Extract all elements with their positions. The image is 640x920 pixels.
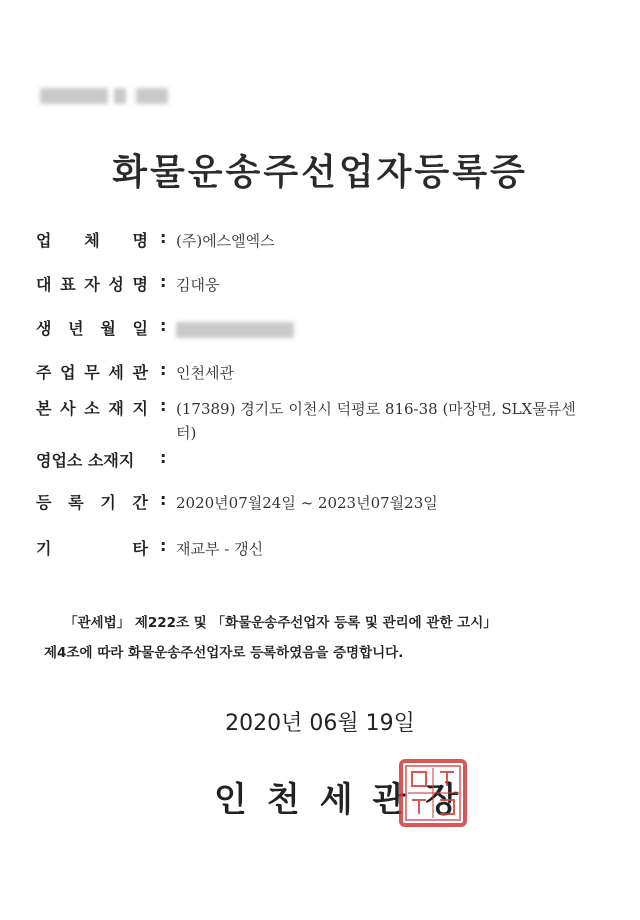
field-value: 재교부 - 갱신 xyxy=(176,540,264,558)
issue-date: 2020년 06월 19일 xyxy=(225,711,415,736)
field-label-char: 년 xyxy=(68,319,84,338)
field-label-char: 기 xyxy=(36,539,52,558)
issuer-name: 인천세관장 xyxy=(214,780,479,820)
field-label-char: 관 xyxy=(132,363,148,382)
field-value: 인천세관 xyxy=(176,364,234,382)
field-label-char: 일 xyxy=(132,319,148,338)
statement-line-2: 제4조에 따라 화물운송주선업자로 등록하였음을 증명합니다. xyxy=(44,645,404,661)
field-colon: : xyxy=(160,360,167,379)
official-seal-stamp xyxy=(398,758,468,828)
field-label-char: 본 xyxy=(36,399,52,418)
field-colon: : xyxy=(160,490,167,509)
document-title: 화물운송주선업자등록증 xyxy=(112,151,528,193)
field-label-char: 사 xyxy=(60,399,76,418)
field-label-char: 명 xyxy=(132,275,148,294)
field-label xyxy=(36,360,148,383)
statement-line-1: 「관세법」 제222조 및 「화물운송주선업자 등록 및 관리에 관한 고시」 xyxy=(64,615,497,631)
certification-statement xyxy=(44,608,614,668)
field-label-char: 타 xyxy=(132,539,148,558)
field-label-char: 영업소 소재지 xyxy=(36,451,135,470)
field-label-char: 지 xyxy=(132,399,148,418)
field-label-char: 기 xyxy=(100,493,116,512)
field-label xyxy=(36,228,148,251)
field-value: 2020년07월24일 ~ 2023년07월23일 xyxy=(176,494,438,512)
field-label-char: 소 xyxy=(84,399,100,418)
field-label xyxy=(36,396,148,419)
field-label-char: 성 xyxy=(108,275,124,294)
redaction-block xyxy=(136,88,168,104)
field-label xyxy=(36,316,148,339)
field-label-char: 재 xyxy=(108,399,124,418)
field-label-char: 생 xyxy=(36,319,52,338)
redaction-block xyxy=(114,88,126,104)
field-label xyxy=(36,448,148,471)
field-label-char: 등 xyxy=(36,493,52,512)
field-colon: : xyxy=(160,228,167,247)
birthdate-redacted xyxy=(176,322,294,338)
field-label-char: 대 xyxy=(36,275,52,294)
field-value: (17389) 경기도 이천시 덕평로 816-38 (마장면, SLX물류센터) xyxy=(176,400,576,442)
document-number-redacted xyxy=(40,86,168,106)
field-label xyxy=(36,272,148,295)
field-value: 김대웅 xyxy=(176,276,220,294)
field-colon: : xyxy=(160,316,167,335)
field-label-char: 업 xyxy=(36,231,52,250)
field-label-char: 명 xyxy=(132,231,148,250)
field-label-char: 록 xyxy=(68,493,84,512)
field-label-char: 업 xyxy=(60,363,76,382)
field-label xyxy=(36,490,148,513)
field-label-char: 무 xyxy=(84,363,100,382)
field-value xyxy=(176,317,596,341)
field-label-char: 월 xyxy=(100,319,116,338)
field-label-char: 자 xyxy=(84,275,100,294)
field-label xyxy=(36,536,148,559)
field-label-char: 주 xyxy=(36,363,52,382)
field-label-char: 표 xyxy=(60,275,76,294)
field-colon: : xyxy=(160,448,167,467)
field-colon: : xyxy=(160,396,167,415)
field-label-char: 세 xyxy=(108,363,124,382)
field-colon: : xyxy=(160,536,167,555)
field-label-char: 간 xyxy=(132,493,148,512)
redaction-block xyxy=(40,88,108,104)
field-colon: : xyxy=(160,272,167,291)
field-label-char: 체 xyxy=(84,231,100,250)
field-value: (주)에스엘엑스 xyxy=(176,232,275,250)
